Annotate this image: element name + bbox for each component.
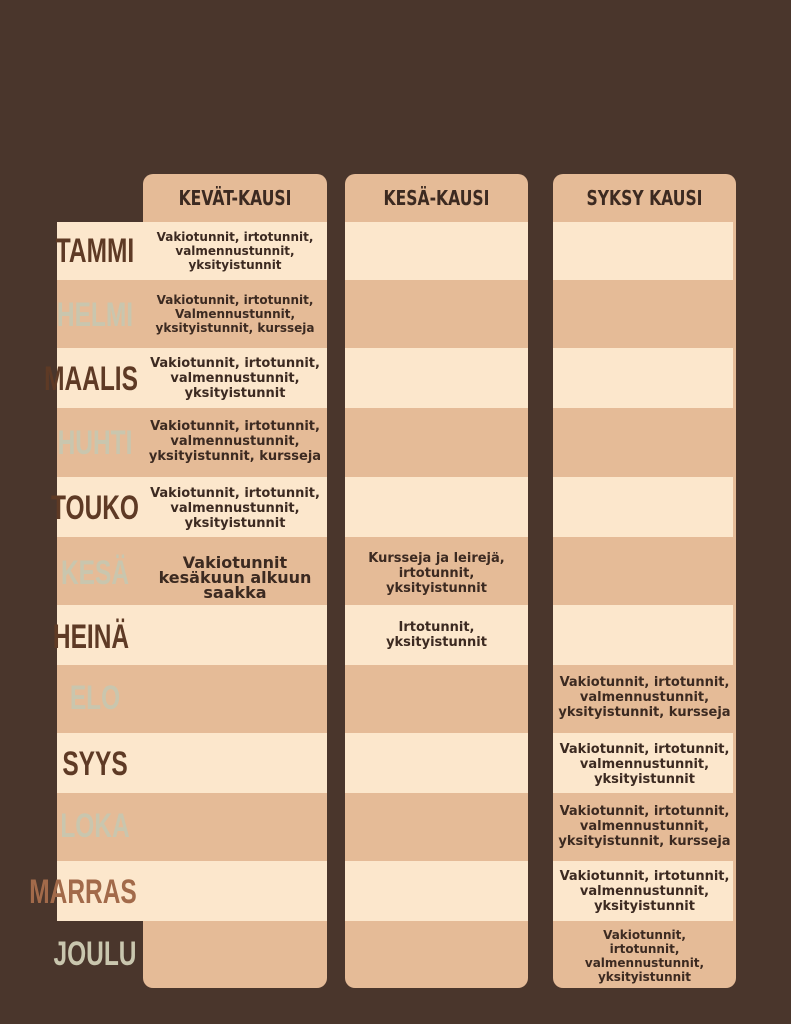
column-header-spring: KEVÄT-KAUSI: [178, 186, 292, 210]
column-gap: [327, 222, 345, 988]
month-label: ELO: [69, 678, 121, 717]
cell-autumn-marras: Vakiotunnit, irtotunnit, valmennustunnit, yksityistunnit: [559, 868, 730, 914]
month-label: HELMI: [56, 295, 134, 334]
month-label: HUHTI: [57, 423, 133, 462]
cell-spring-helmi: Vakiotunnit, irtotunnit, Valmennustunnit, yksityistunnit, kursseja: [155, 293, 315, 335]
cell-autumn-joulu: Vakiotunnit, irtotunnit, valmennustunnit, yksityistunnit: [584, 928, 705, 984]
month-label: KESÄ: [60, 553, 130, 592]
cell-spring-tammi: Vakiotunnit, irtotunnit, valmennustunnit, yksityistunnit: [156, 230, 314, 272]
month-label: TOUKO: [51, 488, 139, 527]
column-header-autumn: SYKSY KAUSI: [586, 186, 703, 210]
month-label: HEINÄ: [52, 617, 130, 656]
month-label: SYYS: [62, 744, 128, 783]
cell-autumn-syys: Vakiotunnit, irtotunnit, valmennustunnit, yksityistunnit: [559, 741, 730, 787]
column-gap: [528, 222, 553, 988]
cell-summer-kesa: Kursseja ja leirejä, irtotunnit, yksityistunnit: [368, 550, 505, 596]
cell-spring-touko: Vakiotunnit, irtotunnit, valmennustunnit, yksityistunnit: [150, 485, 320, 531]
month-label: MARRAS: [29, 872, 137, 911]
cell-summer-heina: Irtotunnit, yksityistunnit: [386, 620, 487, 650]
cell-autumn-elo: Vakiotunnit, irtotunnit, valmennustunnit, yksityistunnit, kursseja: [558, 674, 731, 720]
column-header-summer: KESÄ-KAUSI: [383, 186, 490, 210]
cell-spring-huhti: Vakiotunnit, irtotunnit, valmennustunnit, yksityistunnit, kursseja: [148, 418, 322, 464]
month-label: JOULU: [53, 934, 137, 973]
month-label: LOKA: [60, 806, 130, 845]
cell-spring-kesa: Vakiotunnit kesäkuun alkuun saakka: [158, 552, 312, 602]
month-label: MAALIS: [44, 359, 138, 398]
cell-spring-maalis: Vakiotunnit, irtotunnit, valmennustunnit, yksityistunnit: [150, 355, 320, 401]
cell-autumn-loka: Vakiotunnit, irtotunnit, valmennustunnit, yksityistunnit, kursseja: [558, 803, 731, 849]
month-label: TAMMI: [55, 231, 135, 270]
